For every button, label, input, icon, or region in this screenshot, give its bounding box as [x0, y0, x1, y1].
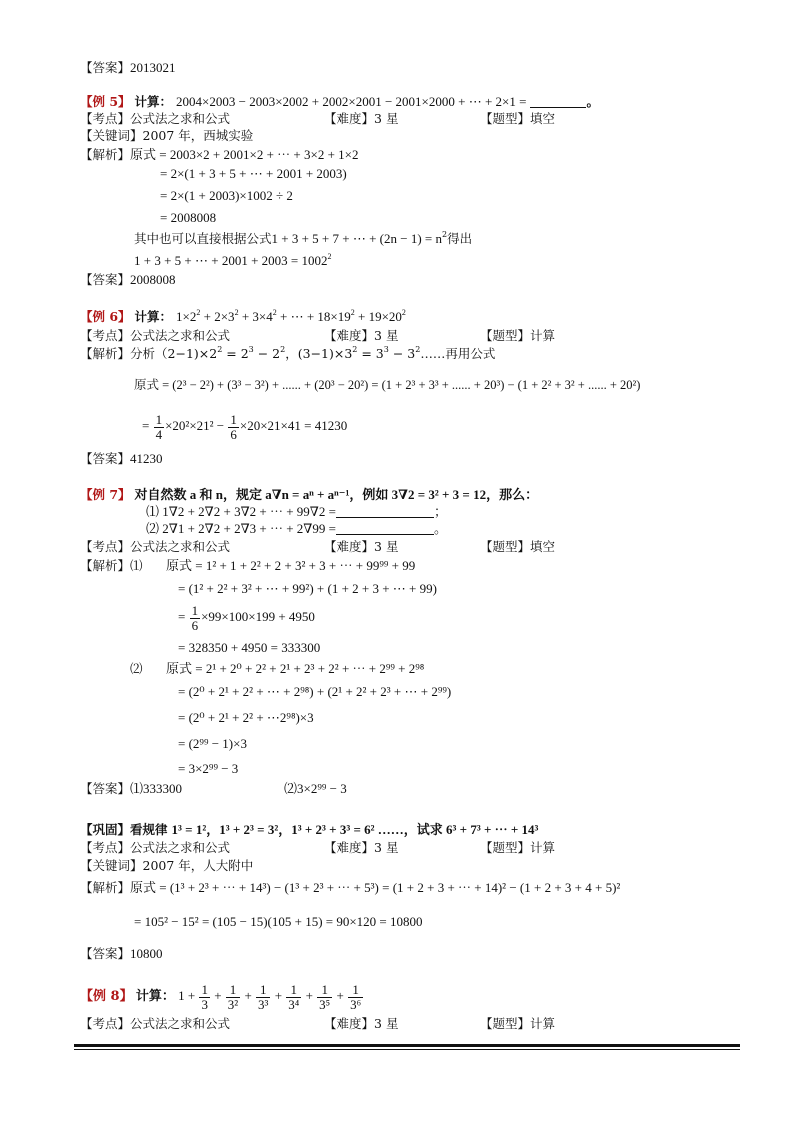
ex7-answer-1: ⑴333300: [130, 781, 183, 796]
ex7-b4: = (2⁹⁹ − 1)×3: [178, 736, 247, 751]
ex6-nandu: 3 星: [374, 328, 399, 343]
ex6-analysis-1: [80, 346, 495, 362]
ex5-prompt: 计算：: [134, 94, 173, 109]
ex5-nandu: 3 星: [374, 111, 399, 126]
ex7-kaodian: 公式法之求和公式: [130, 539, 231, 554]
ex7-a3: = $\frac{1}{6}$ ×99×100×199 + 4950: [178, 602, 315, 633]
ex5-formula: 1 + 3 + 5 + 7 + ⋯ + (2n − 1) = n: [271, 231, 442, 246]
nandu-label: 【难度】: [324, 539, 375, 554]
frac-1-6: $\frac{1}{6}$: [230, 411, 237, 442]
gong-title: 看规律: [130, 822, 168, 837]
ex5-note-end: 得出: [447, 231, 473, 246]
tixing-label: 【题型】: [480, 1016, 531, 1031]
ex6-meta: [80, 328, 556, 344]
ex8-frac-6: $\frac{1}{\text{3⁶}}$: [350, 981, 362, 1012]
answer-line-top: [80, 60, 176, 76]
ex5-step-6: 1 + 3 + 5 + ⋯ + $2001 + 2003 = 1002^2$: [134, 252, 332, 268]
ex5-step-4: = 2008008: [160, 210, 217, 225]
nandu-label: 【难度】: [324, 840, 375, 855]
ex6-expr: $1\times 2^2 + 2\times 3^2 + 3\times 4^2$ + ⋯ + $18\times 19^2 + 19\times 20^2$: [176, 308, 406, 324]
gong-question-text: 1³ = 1²，1³ + 2³ = 3²，1³ + 2³ + 3³ = 6² ……，试求 6³ + 7³ + ⋯ + 14³: [171, 822, 539, 837]
ex5-step-3: = 2×(1 + 2003)×1002 ÷ 2: [160, 188, 293, 203]
frac-1-6b: $\frac{1}{6}$: [191, 602, 199, 633]
tixing-label: 【题型】: [480, 328, 531, 343]
ex7-q1: ⑴ 1∇2 + 2∇2 + 3∇2 + ⋯ + 99∇2 =: [146, 504, 336, 519]
ex6-prompt: 计算：: [134, 309, 173, 324]
ex5-end: 。: [586, 94, 599, 109]
answer-label: 【答案】: [80, 451, 131, 466]
ex7-question-text: 对自然数 a 和 n，规定 a∇n = aⁿ + aⁿ⁻¹，例如 3∇2 = 3² + 3 = 12，那么：: [134, 487, 539, 502]
kaodian-label: 【考点】: [80, 328, 131, 343]
ex6-kaodian: 公式法之求和公式: [130, 328, 231, 343]
ex7-a4: = 328350 + 4950 = 333300: [178, 640, 321, 655]
ex6-tixing: 计算: [530, 328, 556, 343]
kaodian-label: 【考点】: [80, 840, 131, 855]
ex8-nandu: 3 星: [374, 1016, 399, 1031]
ex7-q1-blank: [336, 505, 434, 518]
jiexi-label: 【解析】: [80, 880, 131, 895]
ex5-step-2: = 2×(1 + 3 + 5 + ⋯ + 2001 + 2003): [160, 166, 347, 181]
jiexi-label: 【解析】: [80, 558, 131, 573]
ex5-step-5: 其中也可以直接根据公式1 + 3 + 5 + 7 + ⋯ + $(2n - 1) = n^2$得出: [134, 230, 473, 246]
keyword-label: 【关键词】: [80, 858, 143, 873]
gong-kaodian: 公式法之求和公式: [130, 840, 231, 855]
gong-step-2: = 105² − 15² = (105 − 15)(105 + 15) = 90×120 = 10800: [134, 914, 423, 929]
ex5-tixing: 填空: [530, 111, 556, 126]
footer-rule-thick: [74, 1044, 740, 1047]
ex7-b2: = (2⁰ + 2¹ + 2² + ⋯ + 2⁹⁸) + (2¹ + 2² + 2³ + ⋯ + 2⁹⁹): [178, 684, 452, 699]
gong-keyword: 2007 年，人大附中: [142, 858, 254, 873]
gong-answer-line: [80, 946, 163, 962]
gong-meta: [80, 840, 556, 856]
ex8-frac-4: $\frac{1}{\text{3⁴}}$: [288, 981, 300, 1012]
gong-answer: 10800: [130, 946, 163, 961]
ex5-step-1: 原式 = 2003×2 + 2001×2 + ⋯ + 3×2 + 1×2: [130, 147, 359, 162]
ex7-b3: = (2⁰ + 2¹ + 2² + ⋯2⁹⁸)×3: [178, 710, 314, 725]
ex7-a1: 原式 = 1² + 1 + 2² + 2 + 3² + 3 + ⋯ + 99⁹⁹ + 99: [166, 558, 416, 573]
jiexi-label: 【解析】: [80, 147, 131, 162]
ex5-note: 其中也可以直接根据公式: [134, 231, 272, 246]
ex8-kaodian: 公式法之求和公式: [130, 1016, 231, 1031]
ex8-prompt: 计算：: [135, 989, 175, 1004]
ex7-subq-1: ⑴ 1∇2 + 2∇2 + 3∇2 + ⋯ + 99∇2 = ；: [146, 504, 447, 519]
ex7-part-1: ⑴: [130, 558, 143, 573]
frac-1-4: $\frac{1}{4}$: [155, 411, 163, 442]
ex7-question: [80, 487, 538, 503]
ex7-subq-2: ⑵ 2∇1 + 2∇2 + 2∇3 + ⋯ + 2∇99 = 。: [146, 521, 447, 536]
answer-value: 2013021: [130, 60, 176, 75]
answer-label: 【答案】: [80, 272, 131, 287]
ex7-part-2: ⑵: [130, 661, 143, 676]
nandu-label: 【难度】: [324, 1016, 375, 1031]
ex5-answer-line: [80, 272, 176, 288]
ex7-nandu: 3 星: [374, 539, 399, 554]
ex6-tag: 【例 6】: [80, 309, 131, 324]
ex8-tixing: 计算: [530, 1016, 556, 1031]
keyword-label: 【关键词】: [80, 128, 143, 143]
ex6-answer-line: [80, 451, 163, 467]
ex5-answer-blank: [530, 95, 586, 108]
answer-label: 【答案】: [80, 946, 131, 961]
ex6-question: [80, 309, 406, 325]
ex7-answer-2: ⑵3×2⁹⁹ − 3: [284, 781, 347, 796]
tixing-label: 【题型】: [480, 539, 531, 554]
answer-label: 【答案】: [80, 60, 131, 75]
ex8-tag: 【例 8】: [80, 989, 133, 1004]
gong-tag: 【巩固】: [80, 822, 131, 837]
gong-question: [80, 822, 538, 838]
gong-tixing: 计算: [530, 840, 556, 855]
nandu-label: 【难度】: [324, 328, 375, 343]
answer-label: 【答案】: [80, 781, 131, 796]
tixing-label: 【题型】: [480, 840, 531, 855]
ex5-question: [80, 94, 599, 110]
ex6-step-2: 原式 = (2³ − 2²) + (3³ − 3²) + ...... + (20³ − 20²) = (1 + 2³ + 3³ + ...... + 20³) − (1 + 2² + 3² + ...... + 20²): [134, 378, 641, 392]
kaodian-label: 【考点】: [80, 1016, 131, 1031]
ex5-tag: 【例 5】: [80, 94, 131, 109]
kaodian-label: 【考点】: [80, 111, 131, 126]
jiexi-label: 【解析】: [80, 346, 131, 361]
ex5-kaodian: 公式法之求和公式: [130, 111, 231, 126]
ex5-meta: [80, 111, 556, 127]
ex7-analysis-1: [80, 558, 143, 574]
ex8-question: 【例 8】 计算： 1 + $\frac{1}{3}$ + $\frac{1}{\text{3²}}$ + $\frac{1}{\text{3³}}$ + $\frac{1}{\text{3⁴}}$ + $\frac{1}{\text{3⁵}}$ + $\frac{1}{\text{3⁶}}$: [80, 981, 362, 1012]
ex6-step-3: = $\frac{1}{4}$ ×20²×21² − $\frac{1}{6}$ ×20×21×41 = 41230: [142, 411, 348, 442]
ex8-meta: [80, 1016, 556, 1032]
gong-keyword-line: [80, 858, 253, 874]
ex7-b5: = 3×2⁹⁹ − 3: [178, 761, 239, 776]
ex6-answer: 41230: [130, 451, 163, 466]
gong-nandu: 3 星: [374, 840, 399, 855]
tixing-label: 【题型】: [480, 111, 531, 126]
ex7-b1: 原式 = 2¹ + 2⁰ + 2² + 2¹ + 2³ + 2² + ⋯ + 2⁹⁹ + 2⁹⁸: [166, 661, 425, 676]
gong-analysis-1: [80, 880, 620, 896]
ex5-step-6-text: 1 + 3 + 5 + ⋯ + 2001 + 2003 = 1002: [134, 253, 328, 268]
gong-step-1: 原式 = (1³ + 2³ + ⋯ + 14³) − (1³ + 2³ + ⋯ + 5³) = (1 + 2 + 3 + ⋯ + 14)² − (1 + 2 + 3 + 4 + 5)²: [130, 880, 621, 895]
ex7-tag: 【例 7】: [80, 487, 131, 502]
kaodian-label: 【考点】: [80, 539, 131, 554]
ex8-frac-2: $\frac{1}{\text{3²}}$: [227, 981, 239, 1012]
ex5-expr: 2004×2003 − 2003×2002 + 2002×2001 − 2001×2000 + ⋯ + 2×1 =: [176, 94, 527, 109]
ex7-q2: ⑵ 2∇1 + 2∇2 + 2∇3 + ⋯ + 2∇99 =: [146, 521, 336, 536]
ex6-analysis-text: 分析$(2-1)\times 2^2 = 2^3 - 2^2$，$(3-1)\times 3^2 = 3^3$ − $3^2\dots\dots$再用公式: [130, 345, 496, 361]
ex8-frac-3: $\frac{1}{\text{3³}}$: [258, 981, 269, 1012]
ex7-a2: = (1² + 2² + 3² + ⋯ + 99²) + (1 + 2 + 3 + ⋯ + 99): [178, 581, 437, 596]
ex8-frac-1: $\frac{1}{3}$: [201, 981, 208, 1012]
nandu-label: 【难度】: [324, 111, 375, 126]
footer-rule-thin: [74, 1049, 740, 1050]
ex7-answer-line: [80, 781, 347, 797]
ex7-q2-blank: [336, 522, 434, 535]
ex5-keyword: 2007 年，西城实验: [142, 128, 254, 143]
ex8-frac-5: $\frac{1}{\text{3⁵}}$: [319, 981, 331, 1012]
ex5-answer: 2008008: [130, 272, 176, 287]
ex5-analysis-1: [80, 147, 359, 163]
ex5-keyword-line: [80, 128, 253, 144]
ex7-meta: [80, 539, 556, 555]
ex7-tixing: 填空: [530, 539, 556, 554]
